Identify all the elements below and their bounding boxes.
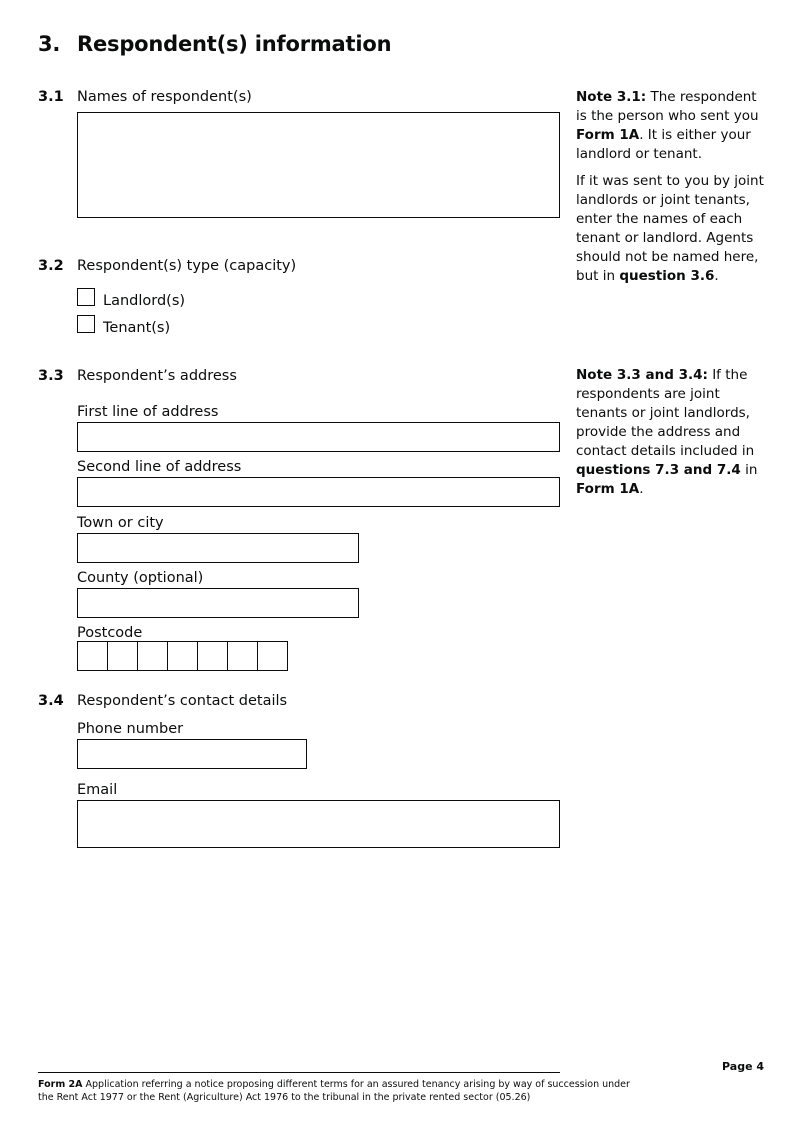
- footer-divider: [38, 1072, 560, 1073]
- phone-label: Phone number: [77, 721, 184, 737]
- postcode-box[interactable]: [257, 641, 288, 671]
- note-3-1-paragraph-2: [576, 172, 766, 286]
- email-field[interactable]: [77, 800, 560, 848]
- note-text: in: [740, 462, 758, 478]
- postcode-box[interactable]: [77, 641, 108, 671]
- note-3-1-heading: Note 3.1:: [576, 89, 647, 105]
- note-bold-question-ref: questions 7.3 and 7.4: [576, 462, 741, 478]
- note-text: .: [714, 268, 719, 284]
- postcode-label: Postcode: [77, 625, 143, 641]
- address-line2-label: Second line of address: [77, 459, 242, 475]
- tenant-checkbox-label: Tenant(s): [103, 320, 171, 336]
- postcode-field: [77, 641, 288, 671]
- address-line1-field[interactable]: [77, 422, 560, 452]
- county-field[interactable]: [77, 588, 359, 618]
- note-bold-form-ref: Form 1A: [576, 481, 640, 497]
- note-bold-question-ref: question 3.6: [619, 268, 715, 284]
- question-label-names-of-respondents: Names of respondent(s): [77, 89, 252, 105]
- postcode-box[interactable]: [167, 641, 198, 671]
- town-field[interactable]: [77, 533, 359, 563]
- section-title-text: Respondent(s) information: [77, 32, 392, 56]
- note-text: .: [639, 481, 644, 497]
- footer-form-name: Form 2A: [38, 1079, 83, 1090]
- note-3-3-3-4: [576, 366, 766, 507]
- phone-field[interactable]: [77, 739, 307, 769]
- email-label: Email: [77, 782, 118, 798]
- question-number-3-4: 3.4: [38, 693, 64, 709]
- question-number-3-2: 3.2: [38, 258, 64, 274]
- section-number: 3.: [38, 32, 61, 56]
- postcode-box[interactable]: [107, 641, 138, 671]
- question-label-respondent-address: Respondent’s address: [77, 368, 237, 384]
- note-text: The respondent is the person who sent you: [576, 89, 759, 124]
- question-number-3-3: 3.3: [38, 368, 64, 384]
- note-3-3-paragraph: [576, 366, 766, 499]
- note-text: . It is either your landlord or tenant.: [576, 127, 751, 162]
- address-line2-field[interactable]: [77, 477, 560, 507]
- note-3-1-paragraph-1: [576, 88, 766, 164]
- respondent-names-field[interactable]: [77, 112, 560, 218]
- county-label: County (optional): [77, 570, 204, 586]
- footer-text: [38, 1078, 638, 1104]
- address-line1-label: First line of address: [77, 404, 219, 420]
- landlord-checkbox-label: Landlord(s): [103, 293, 186, 309]
- question-label-respondent-type: Respondent(s) type (capacity): [77, 258, 297, 274]
- postcode-box[interactable]: [227, 641, 258, 671]
- note-3-1: [576, 88, 766, 294]
- page-number: Page 4: [722, 1060, 765, 1073]
- note-text: If the respondents are joint tenants or joint landlords, provide the address and contact details included in: [576, 367, 755, 459]
- landlord-checkbox[interactable]: [77, 288, 95, 306]
- footer-description: Application referring a notice proposing different terms for an assured tenancy arising by way of succession under the Rent Act 1977 or the Rent (Agriculture) Act 1976 to the tribunal in the private rented sector (05.26): [38, 1079, 630, 1103]
- postcode-box[interactable]: [197, 641, 228, 671]
- postcode-box[interactable]: [137, 641, 168, 671]
- section-title: [38, 32, 391, 56]
- note-3-3-heading: Note 3.3 and 3.4:: [576, 367, 708, 383]
- question-number-3-1: 3.1: [38, 89, 64, 105]
- question-label-contact-details: Respondent’s contact details: [77, 693, 288, 709]
- tenant-checkbox[interactable]: [77, 315, 95, 333]
- town-label: Town or city: [77, 515, 164, 531]
- note-text: If it was sent to you by joint landlords or joint tenants, enter the names of each tenant or landlord. Agents should not be named here, but in: [576, 173, 764, 284]
- note-bold-form-ref: Form 1A: [576, 127, 640, 143]
